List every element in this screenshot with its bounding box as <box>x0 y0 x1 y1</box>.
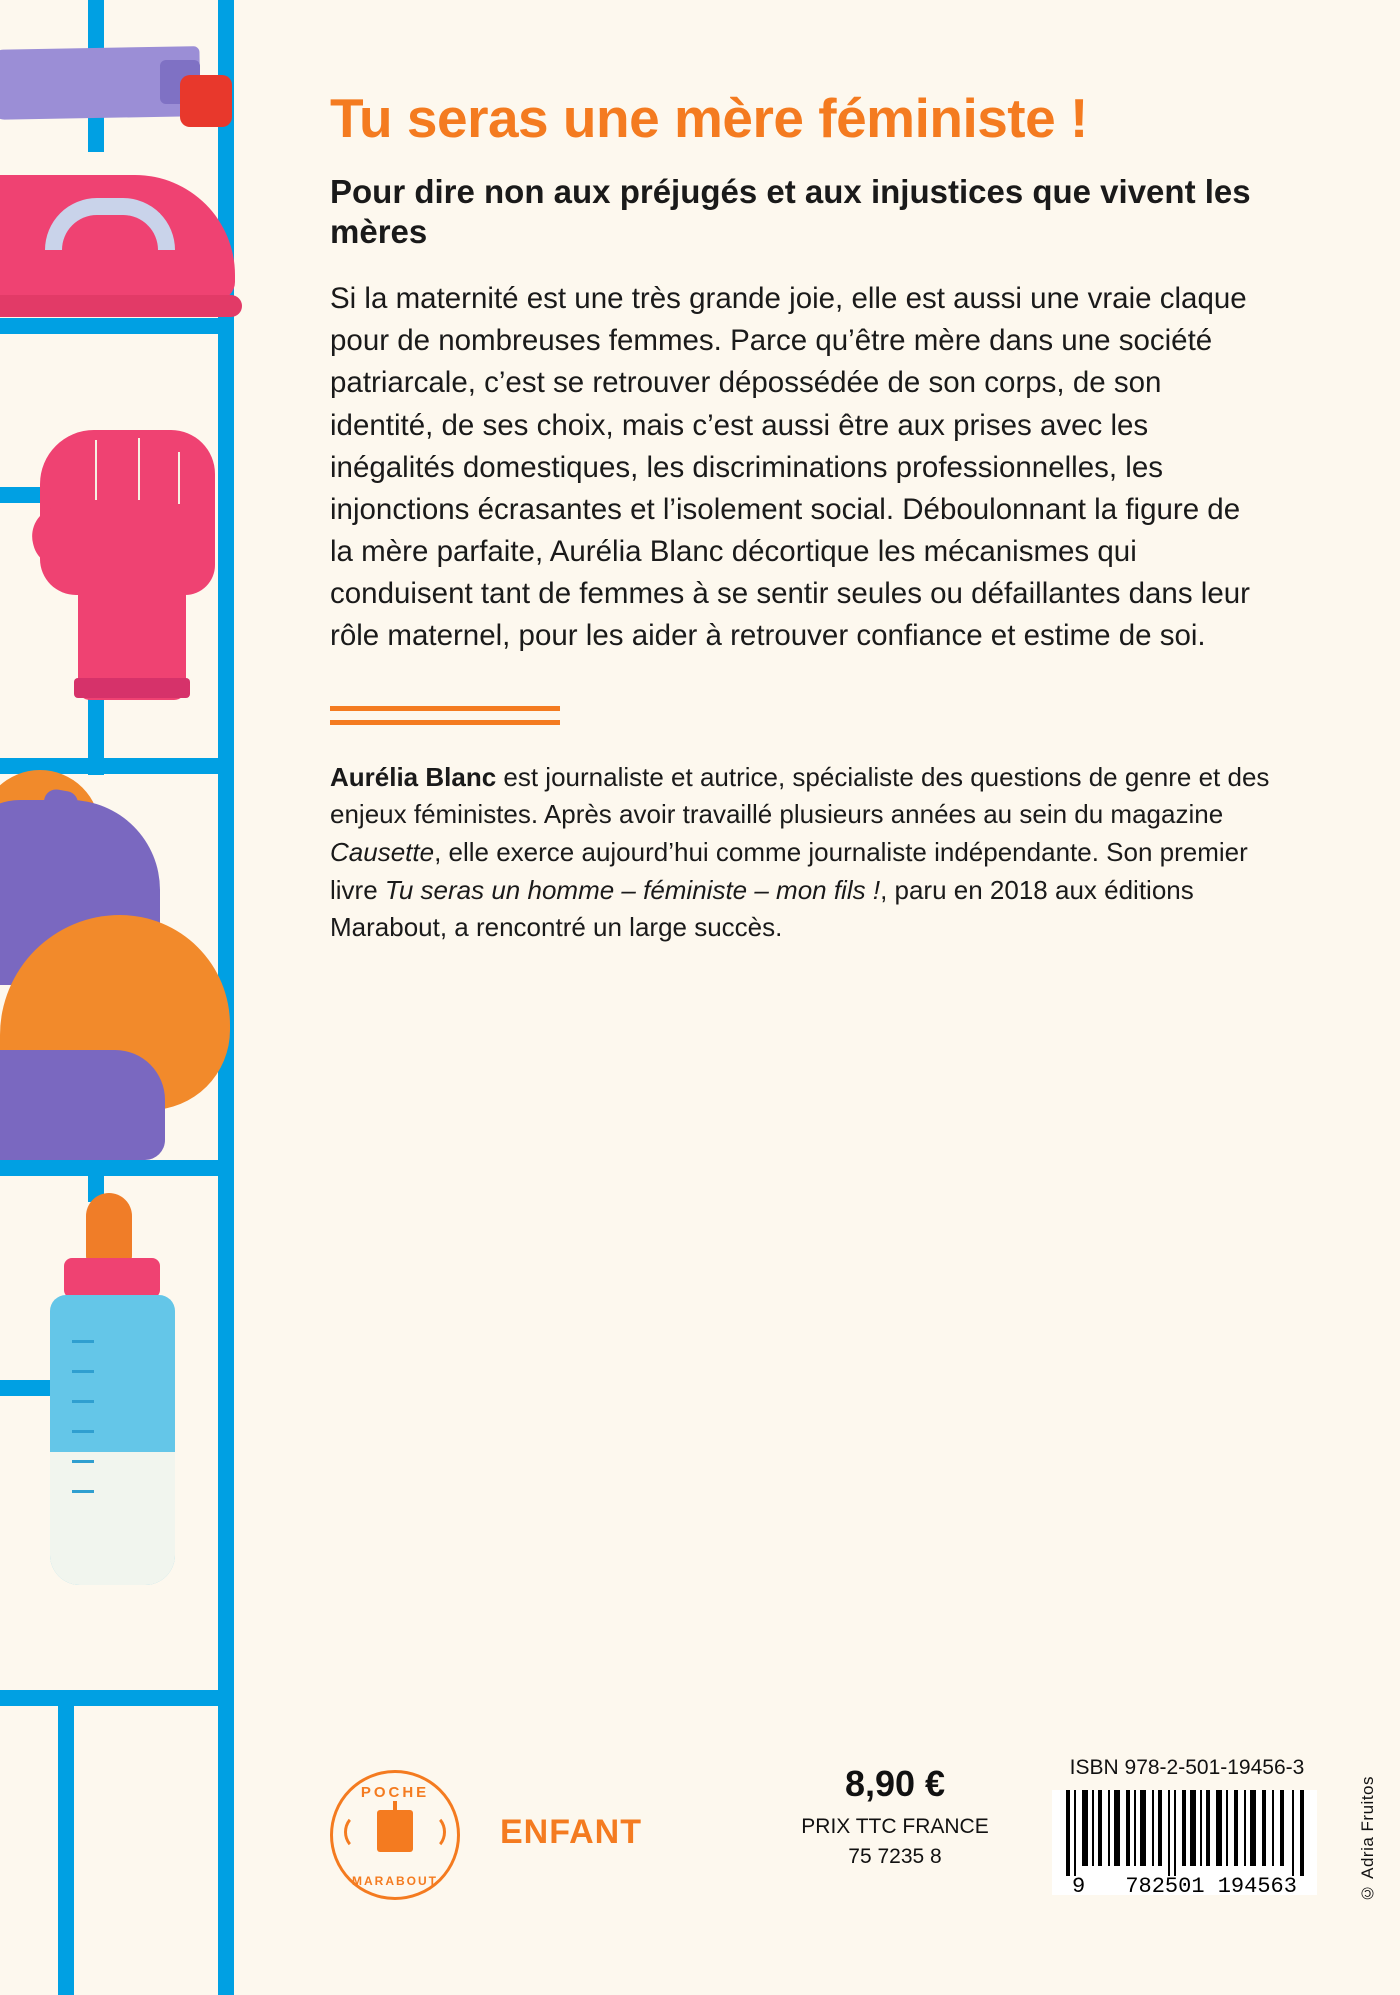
barcode-main-digits: 782501 194563 <box>1125 1874 1297 1899</box>
author-name: Aurélia Blanc <box>330 761 497 792</box>
author-bio <box>330 759 1290 947</box>
baby-bottle-tick <box>72 1400 94 1403</box>
book-logo-icon <box>377 1810 413 1852</box>
baby-bottle-ring <box>64 1258 160 1298</box>
price-note-line1: PRIX TTC FRANCE <box>801 1815 989 1839</box>
segment-label: ENFANT <box>500 1813 642 1851</box>
baby-bottle-tick <box>72 1430 94 1433</box>
grid-line <box>0 1160 234 1176</box>
divider <box>330 706 560 725</box>
baby-bottle-tick <box>72 1340 94 1343</box>
fist-sleeve-cuff <box>74 678 190 698</box>
price-block <box>795 1763 995 1870</box>
baby-bottle-tick <box>72 1490 94 1493</box>
logo-bottom-text: MARABOUT <box>352 1874 438 1888</box>
logo-arc-left-icon <box>344 1814 374 1850</box>
author-bio-part1: est journaliste et autrice, spécialiste des questions de genre et des enjeux féministes. Après avoir travaillé plusieurs années au sein du magazine <box>330 761 1270 830</box>
price-note-line2: 75 7235 8 <box>848 1844 942 1868</box>
baby-bottle-milk <box>50 1452 175 1585</box>
author-bio-part3: , paru en 2018 aux éditions Marabout, a rencontré un large succès. <box>330 874 1194 943</box>
barcode-left-digit: 9 <box>1072 1874 1086 1899</box>
illustration-credit: © Adria Fruitos <box>1358 1776 1377 1903</box>
pregnant-person-bottom <box>0 1050 165 1160</box>
publisher-logo <box>330 1770 460 1900</box>
spray-can-cap <box>180 75 232 127</box>
author-bio-part2: , elle exerce aujourd’hui comme journaliste indépendante. Son premier livre <box>330 837 1248 905</box>
barcode-digits <box>1052 1874 1317 1899</box>
price-value: 8,90 € <box>844 1763 946 1805</box>
fist-knuckle <box>138 438 140 500</box>
logo-arc-right-icon <box>416 1814 446 1850</box>
divider-line <box>330 720 560 725</box>
isbn-block <box>1052 1756 1322 1899</box>
isbn-label: ISBN 978-2-501-19456-3 <box>1069 1756 1305 1779</box>
book-blurb: Si la maternité est une très grande joie, elle est aussi une vraie claque pour de nombreuses femmes. Parce qu’être mère dans une société patriarcale, c’est se retrouver dépossédée de son corps, de son identité, de ses choix, mais c’est aussi être aux prises avec les inégalités domestiques, les discriminations professionnelles, les injonctions écrasantes et l’isolement social. Déboulonnant la figure de la mère parfaite, Aurélia Blanc décortique les mécanismes qui conduisent tant de femmes à se sentir seules ou défaillantes dans leur rôle maternel, pour les aider à retrouver confiance et estime de soi. <box>330 282 1250 653</box>
cover-footer <box>0 1695 1400 1995</box>
book-title: Tu seras une mère féministe ! <box>330 87 1088 149</box>
logo-top-text: POCHE <box>360 1784 430 1801</box>
other-book-title: Tu seras un homme – féministe – mon fils ! <box>384 874 881 905</box>
book-subtitle: Pour dire non aux préjugés et aux injustices que vivent les mères <box>330 172 1251 250</box>
fist-knuckle <box>95 440 97 500</box>
baby-bottle-tick <box>72 1460 94 1463</box>
fist-knuckle <box>178 452 180 504</box>
barcode <box>1052 1790 1317 1899</box>
baby-bottle-teat <box>86 1193 132 1265</box>
grid-line <box>0 318 234 334</box>
divider-line <box>330 706 560 711</box>
baby-bottle-tick <box>72 1370 94 1373</box>
iron-base <box>0 295 242 317</box>
magazine-name: Causette <box>330 837 435 868</box>
